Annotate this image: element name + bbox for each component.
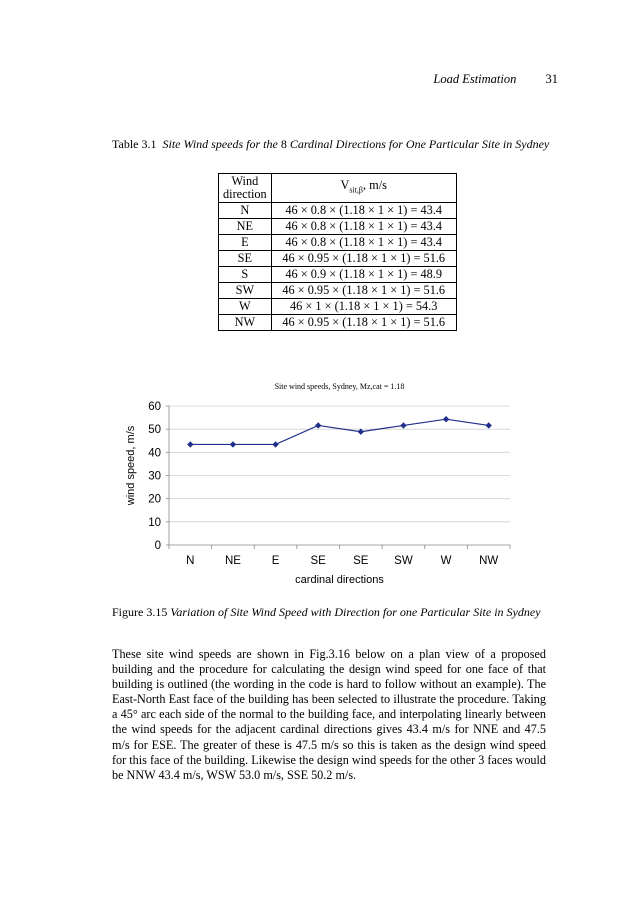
y-tick-label: 10 (148, 516, 161, 529)
y-tick-label: 0 (154, 540, 161, 552)
header-site-speed (271, 174, 456, 203)
x-axis-label: cardinal directions (295, 574, 384, 586)
table-caption-num: 8 (280, 137, 287, 151)
y-tick-label: 20 (148, 493, 161, 506)
figure-caption-label: Figure 3.15 (112, 605, 168, 619)
cell-calculation: 46 × 0.95 × (1.18 × 1 × 1) = 51.6 (271, 315, 456, 331)
table-row (219, 283, 457, 299)
table-header-row (219, 174, 457, 203)
cell-calculation: 46 × 1 × (1.18 × 1 × 1) = 54.3 (271, 299, 456, 315)
data-point (485, 422, 491, 428)
x-tick-label: SE (310, 555, 326, 567)
cell-direction: SW (219, 283, 272, 299)
table-row (219, 315, 457, 331)
table-row (219, 235, 457, 251)
cell-calculation: 46 × 0.8 × (1.18 × 1 × 1) = 43.4 (271, 235, 456, 251)
page-number: 31 (545, 72, 558, 86)
wind-speed-chart-svg (112, 380, 522, 590)
table-caption-pre: Site Wind speeds for the (162, 137, 278, 151)
page-header (433, 72, 558, 87)
x-tick-label: NW (479, 555, 499, 567)
header-wind-direction: Wind direction (219, 174, 272, 203)
series-line (190, 419, 488, 444)
data-point (315, 422, 321, 428)
data-point (187, 441, 193, 447)
data-point (400, 422, 406, 428)
running-head: Load Estimation (433, 72, 517, 86)
cell-direction: S (219, 267, 272, 283)
y-tick-label: 50 (148, 424, 161, 437)
table-row (219, 203, 457, 219)
chart-title: Site wind speeds, Sydney, Mz,cat = 1.18 (274, 382, 405, 391)
cell-direction: W (219, 299, 272, 315)
x-tick-label: SW (394, 555, 413, 567)
cell-direction: N (219, 203, 272, 219)
figure-caption-text: Variation of Site Wind Speed with Direction for one Particular Site in Sydney (170, 605, 541, 619)
cell-calculation: 46 × 0.95 × (1.18 × 1 × 1) = 51.6 (271, 251, 456, 267)
cell-direction: NW (219, 315, 272, 331)
header-site-speed-unit: , m/s (363, 178, 387, 193)
cell-direction: E (219, 235, 272, 251)
data-point (272, 441, 278, 447)
cell-calculation: 46 × 0.9 × (1.18 × 1 × 1) = 48.9 (271, 267, 456, 283)
header-site-speed-symbol: V (340, 178, 350, 193)
table-row (219, 219, 457, 235)
table-body (219, 203, 457, 331)
x-tick-label: E (271, 555, 280, 567)
x-tick-label: N (186, 555, 195, 567)
table-row (219, 267, 457, 283)
x-tick-label: SE (353, 555, 369, 567)
cell-calculation: 46 × 0.8 × (1.18 × 1 × 1) = 43.4 (271, 203, 456, 219)
table-row (219, 299, 457, 315)
data-point (443, 416, 449, 422)
table-caption (112, 137, 552, 152)
body-paragraph: These site wind speeds are shown in Fig.3.16 below on a plan view of a proposed building and the procedure for calculating the design wind speed for one face of that building is outlined (the wording in the code is hard to follow without an example). The East-North East face of the building has been selected to illustrate the procedure. Taking a 45° arc each side of the normal to the building face, and interpolating linearly between the wind speeds for the adjacent cardinal directions gives 43.4 m/s for NNE and 47.5 m/s for ESE. The greater of these is 47.5 m/s so this is taken as the design wind speed for this face of the building. Likewise the design wind speeds for the other 3 faces would be NNW 43.4 m/s, WSW 53.0 m/s, SSE 50.2 m/s. (112, 647, 546, 782)
wind-speed-table (218, 173, 457, 331)
table-caption-text (162, 137, 549, 151)
header-site-speed-sub: sit,β (349, 185, 363, 195)
y-axis-label: wind speed, m/s (125, 425, 137, 506)
cell-direction: SE (219, 251, 272, 267)
table-caption-post: Cardinal Directions for One Particular Site in Sydney (289, 137, 550, 151)
figure-caption (112, 605, 542, 620)
cell-calculation: 46 × 0.95 × (1.18 × 1 × 1) = 51.6 (271, 283, 456, 299)
x-tick-label: W (440, 555, 452, 567)
table-caption-label: Table 3.1 (112, 137, 157, 151)
wind-speed-chart (112, 380, 522, 590)
y-tick-label: 30 (148, 470, 161, 483)
y-tick-label: 40 (148, 447, 161, 460)
x-tick-label: NE (224, 555, 241, 567)
data-point (230, 441, 236, 447)
table-row (219, 251, 457, 267)
y-tick-label: 60 (148, 401, 161, 413)
cell-calculation: 46 × 0.8 × (1.18 × 1 × 1) = 43.4 (271, 219, 456, 235)
cell-direction: NE (219, 219, 272, 235)
